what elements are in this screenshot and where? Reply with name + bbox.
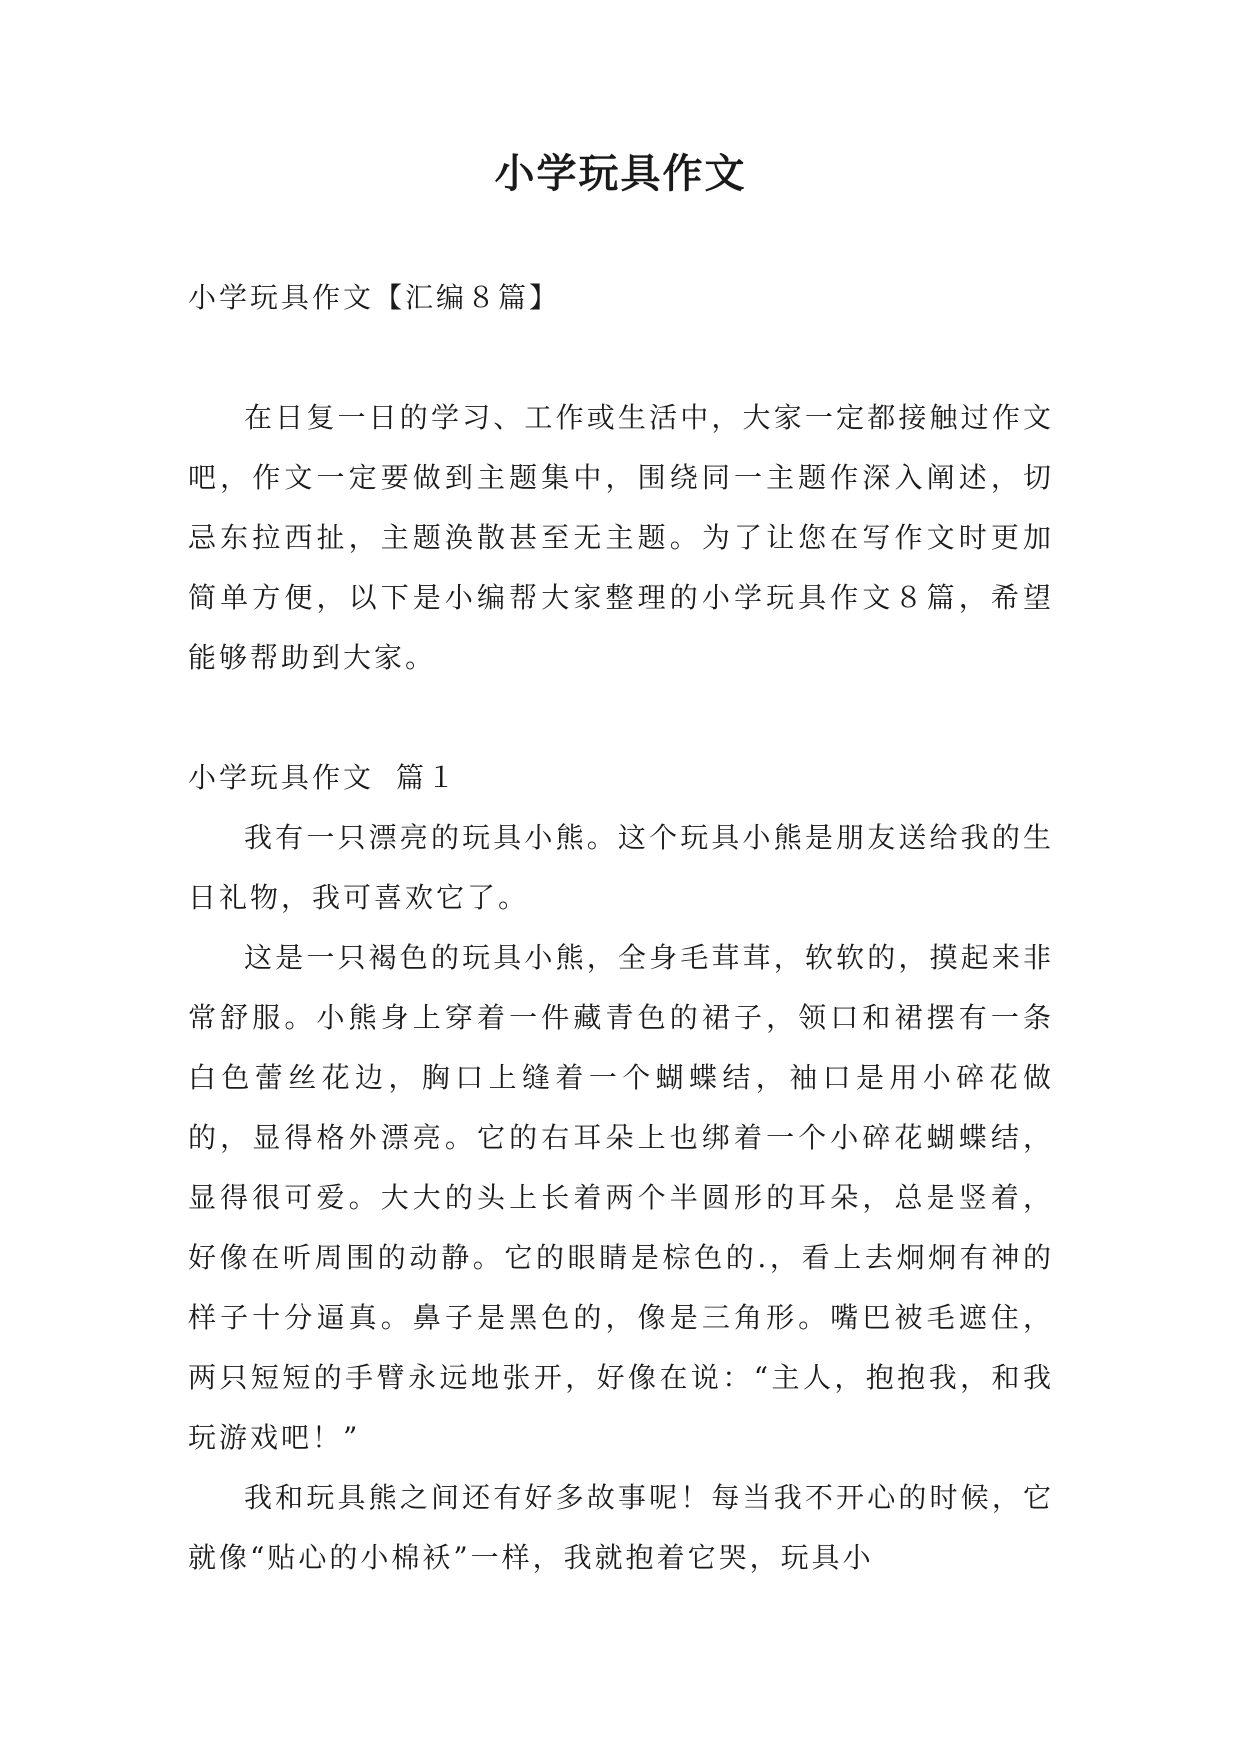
intro-paragraph: 在日复一日的学习、工作或生活中，大家一定都接触过作文吧，作文一定要做到主题集中，围绕同一主题作深入阐述，切忌东拉西扯，主题涣散甚至无主题。为了让您在写作文时更加简单方便，以下是小编帮大家整理的小学玩具作文８篇，希望能够帮助到大家。 — [188, 401, 1054, 674]
document-subtitle: 小学玩具作文【汇编８篇】 — [188, 281, 561, 314]
body-paragraph: 我有一只漂亮的玩具小熊。这个玩具小熊是朋友送给我的生日礼物，我可喜欢它了。 — [188, 821, 1054, 914]
document-body — [188, 268, 1054, 1588]
body-paragraph: 这是一只褐色的玩具小熊，全身毛茸茸，软软的，摸起来非常舒服。小熊身上穿着一件藏青色的裙子，领口和裙摆有一条白色蕾丝花边，胸口上缝着一个蝴蝶结，袖口是用小碎花做的，显得格外漂亮。它的右耳朵上也绑着一个小碎花蝴蝶结，显得很可爱。大大的头上长着两个半圆形的耳朵，总是竖着，好像在听周围的动静。它的眼睛是棕色的.，看上去炯炯有神的样子十分逼真。鼻子是黑色的，像是三角形。嘴巴被毛遮住，两只短短的手臂永远地张开，好像在说：“主人，抱抱我，和我玩游戏吧！” — [188, 941, 1054, 1454]
body-paragraph: 我和玩具熊之间还有好多故事呢！每当我不开心的时候，它就像“贴心的小棉袄”一样，我就抱着它哭，玩具小 — [188, 1481, 1054, 1574]
document-title: 小学玩具作文 — [494, 151, 747, 197]
section-heading-text: 小学玩具作文 — [188, 761, 375, 794]
section-heading — [188, 748, 1054, 808]
section-heading-number: 篇１ — [396, 761, 459, 794]
